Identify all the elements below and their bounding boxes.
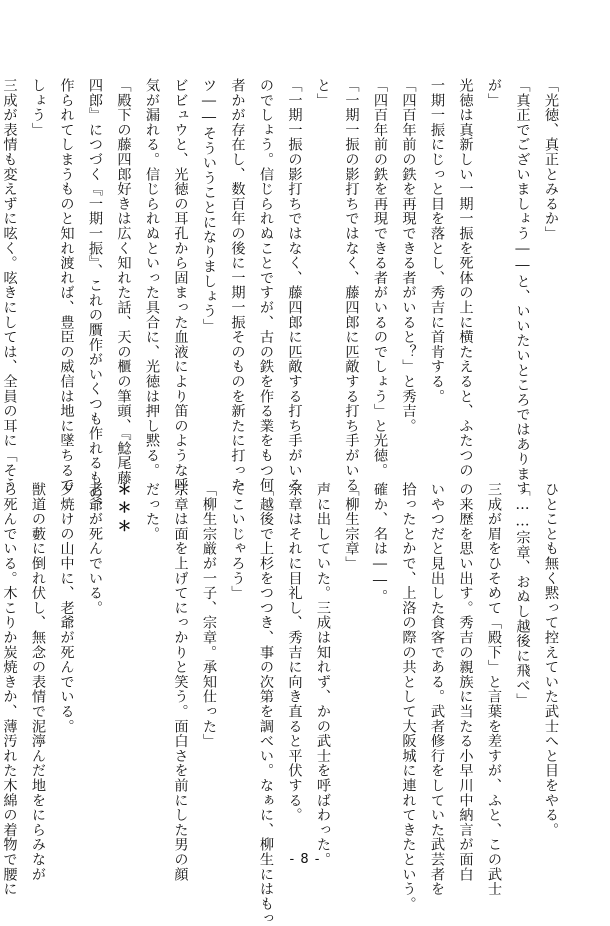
text-line: 「……宗章、おぬし越後に飛べ」 — [514, 482, 531, 708]
text-line: 三成が表情も変えずに呟く。呟きにしては、全員の耳に「そう — [1, 78, 18, 493]
text-line: 老爺が死んでいる。 — [87, 482, 103, 616]
text-line: 獣道の藪に倒れ伏し、無念の表情で泥濘んだ地をにらみなが — [30, 482, 46, 882]
text-line: 拾ったとかで、上洛の際の共として大阪城に連れてきたという。 — [400, 482, 417, 912]
text-line: 四郎』につづく『一期一振』、これの贋作がいくつも作れるもの、 — [87, 78, 103, 515]
text-line: 夕焼けの山中に、老爺が死んでいる。 — [58, 482, 75, 734]
text-line: 者かが存在し、数百年の後に一期一振そのものを新たに打った — [229, 78, 246, 493]
text-line: ツ――そういうことになりましょう」 — [201, 78, 217, 334]
page-number: - 8 - — [289, 852, 321, 867]
text-line: 「四百年前の鉄を再現できる者がいるのでしょう」と光徳。 — [372, 78, 388, 478]
text-line: 「一期一振の影打ちではなく、藤四郎に匹敵する打ち手がいる — [286, 78, 303, 493]
text-line: てこいじゃろう」 — [229, 482, 246, 601]
text-line: 作られてしまうものと知れ渡れば、豊臣の威信は地に墜ちるで — [58, 78, 75, 493]
text-line: のでしょう。信じられぬことですが、古の鉄を作る業をもつ何 — [258, 78, 274, 493]
text-line: 声に出していた。三成は知れず、かの武士を呼ばわった。 — [315, 482, 331, 867]
text-line: しょう」 — [30, 78, 46, 138]
text-line: 「柳生宗章」 — [343, 482, 360, 571]
text-line: ひとことも無く黙って控えていた武士へと目をやる。 — [543, 482, 559, 838]
text-line: ビビュウと、光徳の耳孔から固まった血液により笛のような呼 — [172, 78, 189, 493]
text-line: ら死んでいる。木こりか炭焼きか、薄汚れた木綿の着物で腰に — [1, 482, 18, 897]
text-line: 三成が眉をひそめて「殿下」と言葉を差すが、ふと、この武士 — [486, 482, 502, 897]
text-line: 「四百年前の鉄を再現できる者がいると？」と秀吉。 — [400, 78, 417, 434]
text-line: 一期一振にじっと目を落とし、秀吉に首肯する。 — [429, 78, 445, 404]
text-line: だった。 — [144, 482, 160, 542]
text-line: 「一期一振の影打ちではなく、藤四郎に匹敵する打ち手がいる — [343, 78, 360, 493]
text-line: 宗章はそれに目礼し、秀吉に向き直ると平伏する。 — [286, 482, 303, 823]
text-line: の来歴を思い出す。秀吉の親族に当たる小早川中納言が面白 — [457, 482, 474, 882]
text-line: 光徳は真新しい一期一振を死体の上に横たえると、ふたつの — [457, 78, 474, 478]
text-line: 「光徳、真正とみるか」 — [543, 78, 559, 241]
text-line: 確か、名は――。 — [372, 482, 388, 604]
text-line: 「真正でございましょう――と、いいたいところではあります — [514, 78, 531, 496]
text-line: 「殿下の藤四郎好きは広く知れた話、天の櫃の筆頭、『鯰尾藤 — [115, 78, 132, 486]
text-line: 「柳生宗厳が一子、宗章。承知仕った」 — [201, 482, 217, 749]
text-line: 気が漏れる。信じられぬといった具合に、光徳は押し黙る。 — [144, 78, 160, 478]
text-block-lower — [1, 482, 565, 926]
text-line: 「越後で上杉をつつき、事の次第を調べい。なぁに、柳生にはもっ — [258, 482, 274, 926]
text-line: 宗章は面を上げてにっかりと笑う。面白さを前にした男の顔 — [172, 482, 189, 882]
scene-break: ＊＊＊ — [115, 482, 132, 537]
text-line: が」 — [486, 78, 502, 108]
text-line: と」 — [315, 78, 331, 108]
text-line: いやつだと見出した食客である。武者修行をしていた武芸者を — [429, 482, 445, 897]
